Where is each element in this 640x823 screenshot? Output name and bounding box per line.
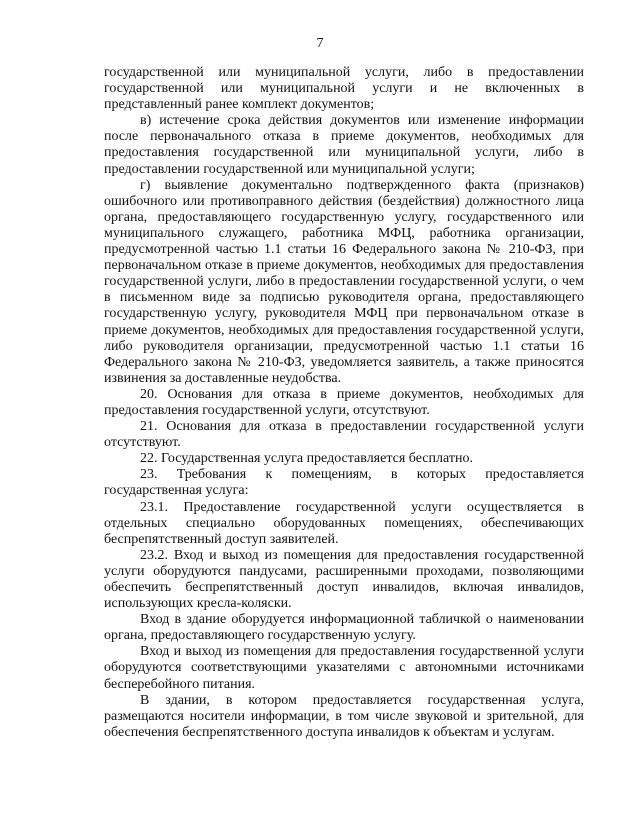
document-body [104, 65, 584, 741]
paragraph-22: 22. Государственная услуга предоставляется бесплатно. [140, 451, 473, 467]
paragraph-23: 23. Требования к помещениям, в которых предоставляется государственная услуга: [104, 467, 584, 499]
paragraph-23-1: 23.1. Предоставление государственной услуги осуществляется в отдельных специально оборудованных помещениях, обеспечивающих беспрепятственный доступ заявителей. [104, 499, 584, 547]
paragraph-20: 20. Основания для отказа в приеме документов, необходимых для предоставления государственной услуги, отсутствуют. [104, 386, 584, 418]
paragraph-23-2: 23.2. Вход и выход из помещения для предоставления государственной услуги оборудуются пандусами, расширенными проходами, позволяющими обеспечить беспрепятственный доступ инвалидов, включая инвалидов, использующих кресла-коляски. [104, 547, 584, 612]
page-number: 7 [316, 36, 324, 51]
paragraph-item-g: г) выявление документально подтвержденного факта (признаков) ошибочного или противоправного действия (бездействия) должностного лица органа, предоставляющего государственную услугу, государственного или муниципального служащего, работника МФЦ, работника организации, предусмотренной частью 1.1 статьи 16 Федерального закона № 210-ФЗ, при первоначальном отказе в приеме документов, необходимых для предоставления государственной услуги, либо в предоставлении государственной услуги, о чем в письменном виде за подписью руководителя органа, предоставляющего государственную услугу, руководителя МФЦ при первоначальном отказе в приеме документов, необходимых для предоставления государственной услуги, либо руководителя организации, предусмотренной частью 1.1 статьи 16 Федерального закона № 210-ФЗ, уведомляется заявитель, а также приносятся извинения за доставленные неудобства. [104, 177, 584, 386]
paragraph-21: 21. Основания для отказа в предоставлении государственной услуги отсутствуют. [104, 419, 584, 451]
paragraph-entrance-indicators: Вход и выход из помещения для предоставления государственной услуги оборудуются соответствующими указателями с автономными источниками бесперебойного питания. [104, 644, 584, 692]
paragraph-item-v: в) истечение срока действия документов или изменение информации после первоначального отказа в приеме документов, необходимых для предоставления государственной или муниципальной услуги, либо в предоставлении государственной или муниципальной услуги; [104, 113, 584, 177]
paragraph-information-carriers: В здании, в котором предоставляется государственная услуга, размещаются носители информации, в том числе звуковой и зрительной, для обеспечения беспрепятственного доступа инвалидов к объектам и услугам. [104, 692, 584, 740]
paragraph-continuation: государственной или муниципальной услуги, либо в предоставлении государственной или муниципальной услуги и не включенных в представленный ранее комплект документов; [104, 65, 584, 113]
paragraph-entrance-sign: Вход в здание оборудуется информационной табличкой о наименовании органа, предоставляющего государственную услугу. [104, 612, 584, 644]
